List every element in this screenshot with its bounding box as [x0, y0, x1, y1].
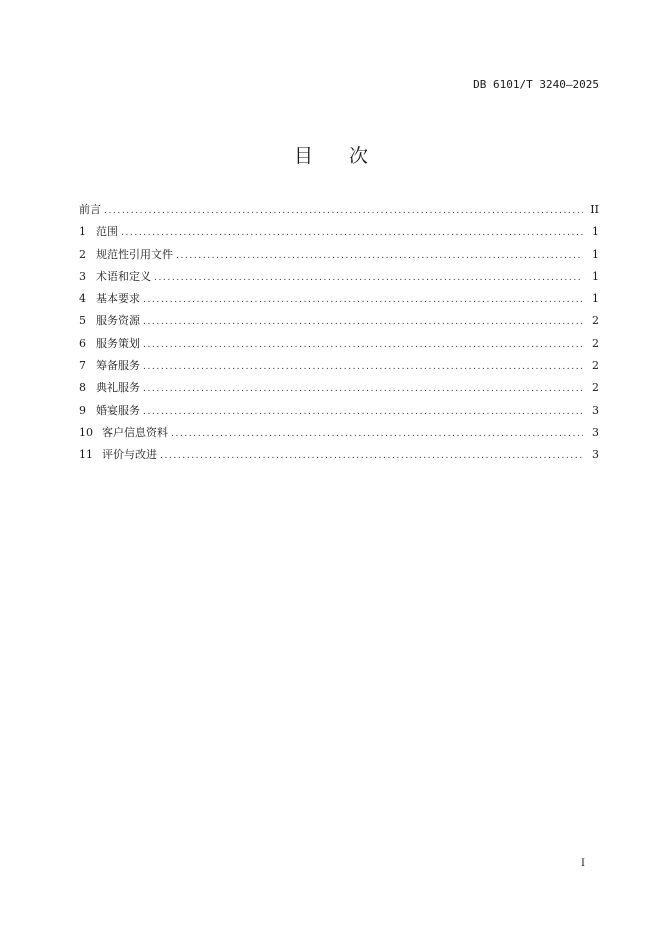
toc-entry-page: 3 — [592, 403, 599, 417]
toc-entry-page: 1 — [592, 225, 599, 239]
toc-entry-label: 客户信息资料 — [102, 425, 168, 439]
toc-entry-page: 2 — [592, 336, 599, 350]
toc-entry-label: 服务资源 — [96, 314, 140, 328]
toc-entry-number: 3 — [79, 269, 86, 283]
toc-leader-dots — [143, 334, 583, 356]
toc-entry-label: 前言 — [79, 203, 101, 216]
toc-entry-page: 2 — [592, 314, 599, 328]
toc-entry-service-planning[interactable] — [79, 333, 599, 355]
toc-leader-dots — [143, 289, 583, 311]
toc-entry-page: 2 — [592, 359, 599, 373]
toc-entry-page: 3 — [592, 425, 599, 439]
toc-leader-dots — [143, 378, 583, 400]
toc-entry-evaluation-improvement[interactable] — [79, 444, 599, 466]
toc-entry-number: 2 — [79, 247, 86, 261]
toc-entry-number: 5 — [79, 314, 86, 328]
toc-entry-ceremony-service[interactable] — [79, 377, 599, 399]
toc-entry-label: 基本要求 — [96, 292, 140, 306]
toc-entry-page: II — [590, 203, 599, 216]
toc-leader-dots — [176, 245, 583, 267]
toc-leader-dots — [121, 222, 583, 244]
toc-entry-basic-requirements[interactable] — [79, 288, 599, 310]
toc-entry-banquet-service[interactable] — [79, 400, 599, 422]
toc-leader-dots — [104, 200, 583, 222]
toc-entry-number: 11 — [79, 448, 93, 462]
toc-entry-number: 1 — [79, 225, 86, 239]
toc-entry-label: 范围 — [96, 225, 118, 239]
toc-entry-number: 8 — [79, 381, 86, 395]
page-number: I — [581, 858, 585, 869]
document-code: DB 6101/T 3240—2025 — [473, 78, 599, 91]
toc-entry-number: 4 — [79, 292, 86, 306]
toc-title — [0, 141, 662, 168]
toc-leader-dots — [143, 401, 583, 423]
toc-entry-foreword[interactable] — [79, 199, 599, 221]
toc-entry-preparation-service[interactable] — [79, 355, 599, 377]
toc-entry-terms-definitions[interactable] — [79, 266, 599, 288]
toc-leader-dots — [154, 267, 583, 289]
toc-leader-dots — [160, 445, 583, 467]
toc-title-char-2: 次 — [349, 145, 369, 167]
toc-entry-page: 3 — [592, 448, 599, 462]
toc-entry-number: 6 — [79, 336, 86, 350]
toc-title-char-1: 目 — [293, 145, 313, 167]
toc-entry-label: 规范性引用文件 — [96, 247, 173, 261]
toc-entry-customer-information[interactable] — [79, 422, 599, 444]
toc-entry-page: 1 — [592, 247, 599, 261]
toc-entry-number: 10 — [79, 425, 93, 439]
toc-entry-label: 筹备服务 — [96, 359, 140, 373]
toc-entry-label: 评价与改进 — [102, 448, 157, 462]
toc-leader-dots — [143, 311, 583, 333]
toc-entry-label: 婚宴服务 — [96, 403, 140, 417]
toc-entry-normative-references[interactable] — [79, 244, 599, 266]
toc-entry-page: 1 — [592, 269, 599, 283]
toc-entry-service-resources[interactable] — [79, 310, 599, 332]
toc-entry-label: 典礼服务 — [96, 381, 140, 395]
toc-entry-page: 1 — [592, 292, 599, 306]
toc-entry-page: 2 — [592, 381, 599, 395]
toc-leader-dots — [171, 423, 583, 445]
toc-list — [79, 199, 599, 467]
toc-entry-scope[interactable] — [79, 221, 599, 243]
toc-entry-label: 服务策划 — [96, 336, 140, 350]
toc-entry-number: 9 — [79, 403, 86, 417]
toc-entry-label: 术语和定义 — [96, 269, 151, 283]
toc-leader-dots — [143, 356, 583, 378]
toc-entry-number: 7 — [79, 359, 86, 373]
